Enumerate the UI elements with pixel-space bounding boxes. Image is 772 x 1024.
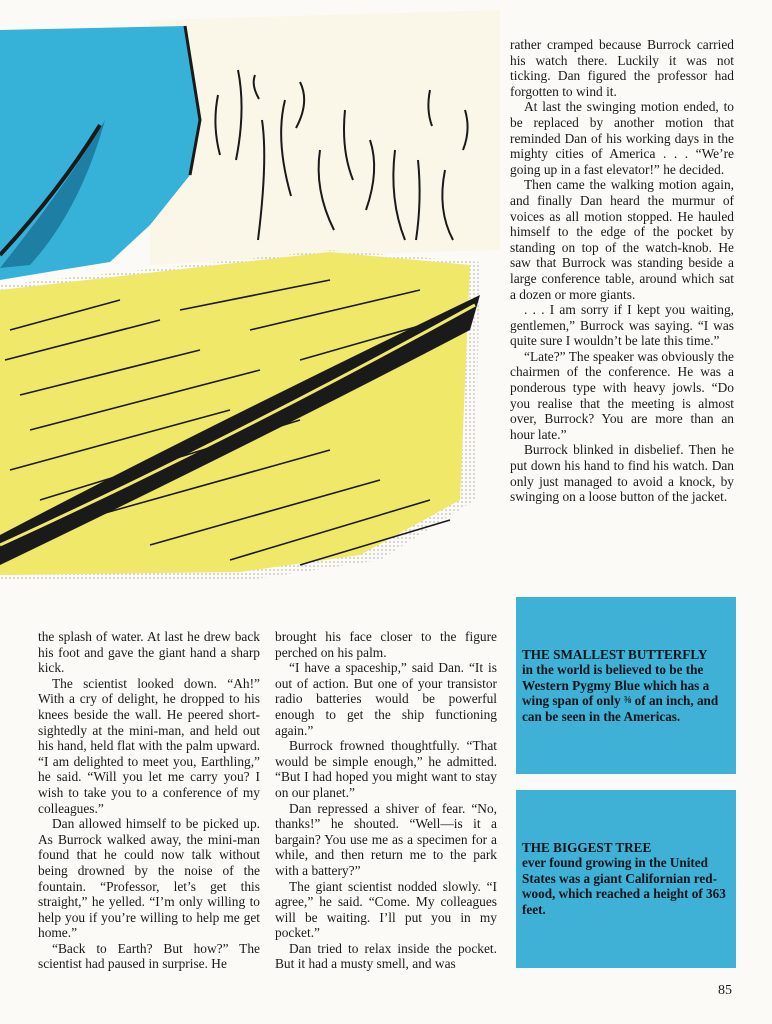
paragraph: . . . I am sorry if I kept you waiting, gentlemen,” Burrock was saying. “I was quite sure I wouldn’t be late this time.” [510, 302, 734, 349]
paragraph: Then came the walking motion again, and finally Dan heard the murmur of voices as all motion stopped. He hauled himself to the edge of the pocket by standing on top of the watch-knob. He saw that Burrock was standing beside a large conference table, around which sat a dozen or more giants. [510, 177, 734, 302]
paragraph: Dan allowed himself to be picked up. As Burrock walked away, the mini-man found that he could now talk without being drowned by the noise of the fountain. “Professor, let’s get this straight,” he yelled. “I’m only willing to help you if you’re willing to help me get home.” [38, 816, 260, 941]
paragraph: “I have a spaceship,” said Dan. “It is out of action. But one of your transistor radio batteries would be powerful enough to get the ship functioning again.” [275, 660, 497, 738]
fact-text: in the world is believed to be the Western Pygmy Blue which has a wing span of only [522, 662, 710, 709]
paragraph: Dan tried to relax inside the pocket. But it had a musty smell, and was [275, 940, 497, 972]
fact-text: ever found growing in the United States was a giant Californian red-wood, which reached a height of 363 feet. [522, 855, 726, 917]
paragraph: At last the swinging motion ended, to be replaced by another motion that reminded Dan of his working days in the mighty cities of America . . . “We’re going up in a fast elevator!” he decided. [510, 99, 734, 177]
fact-fraction: ⅜ [623, 695, 632, 707]
comic-illustration [0, 0, 500, 600]
paragraph: “Back to Earth? But how?” The scientist had paused in surprise. He [38, 940, 260, 972]
paragraph: The giant scientist nodded slowly. “I agree,” he said. “Come. My colleagues will be waiting. I’ll put you in my pocket.” [275, 878, 497, 941]
page-number: 85 [718, 983, 732, 998]
fact-box-tree [516, 790, 736, 968]
text-column-right [510, 37, 734, 505]
text-column-left [38, 629, 260, 972]
paragraph: Burrock blinked in disbelief. Then he put down his hand to find his watch. Dan only just managed to avoid a knock, by swinging on a loose button of the jacket. [510, 442, 734, 505]
fact-heading: THE BIGGEST TREE [522, 840, 652, 855]
paragraph: Dan repressed a shiver of fear. “No, thanks!” he shouted. “Well—is it a bargain? You use me as a specimen for a while, and then return me to the park with a battery?” [275, 800, 497, 878]
fact-heading: THE SMALLEST BUTTERFLY [522, 647, 708, 662]
paragraph: brought his face closer to the figure perched on his palm. [275, 629, 497, 660]
paragraph: rather cramped because Burrock carried his watch there. Luckily it was not ticking. Dan figured the professor had forgotten to wind it. [510, 37, 734, 99]
text-column-middle [275, 629, 497, 972]
paragraph: Burrock frowned thoughtfully. “That would be simple enough,” he admitted. “But I had hoped you might want to stay on our planet.” [275, 738, 497, 800]
fact-box-butterfly [516, 597, 736, 774]
paragraph: the splash of water. At last he drew back his foot and gave the giant hand a sharp kick. [38, 629, 260, 676]
paragraph: The scientist looked down. “Ah!” With a cry of delight, he dropped to his knees beside the wall. He peered short-sightedly at the mini-man, and held out his hand, held flat with the palm upward. “I am delighted to meet you, Earthling,” he said. “Will you let me carry you? I wish to take you to a conference of my colleagues.” [38, 675, 260, 816]
fact-text: of an inch, and can be seen in the Americas. [522, 693, 719, 724]
paragraph: “Late?” The speaker was obviously the chairmen of the conference. He was a ponderous type with heavy jowls. “Do you realise that the meeting is almost over, Burrock? You are more than an hour late.” [510, 348, 734, 442]
